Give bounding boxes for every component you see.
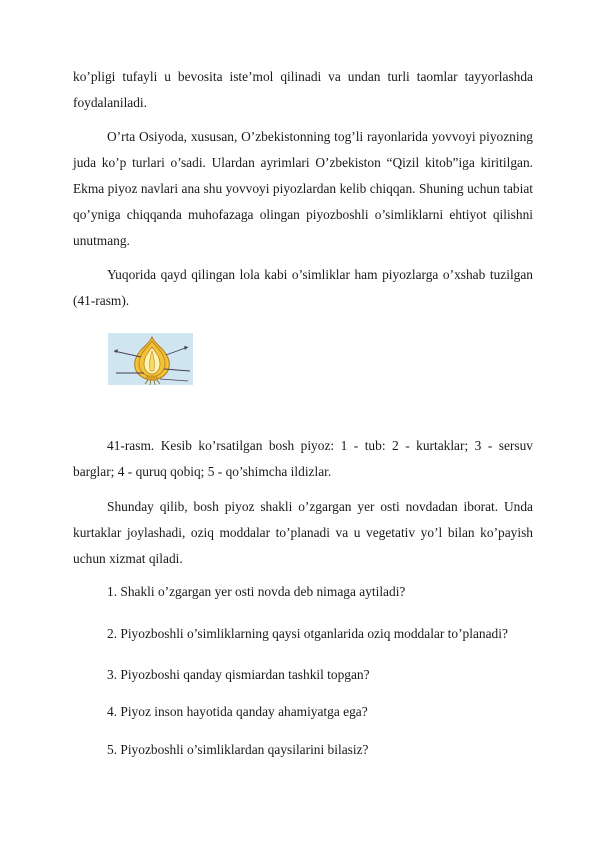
figure-caption: 41-rasm. Kesib ko’rsatilgan bosh piyoz: 1 - tub: 2 - kurtaklar; 3 - sersuv barglar; 4 - quruq qobiq; 5 - qo’shimcha ildizlar.	[73, 438, 533, 479]
question-item: 3. Piyozboshi qanday qismiardan tashkil topgan?	[107, 667, 370, 682]
question-item: 2. Piyozboshli o’simliklarning qaysi otganlarida oziq moddalar to’planadi?	[107, 626, 508, 641]
paragraph-continuation: ko’pligi tufayli u bevosita iste’mol qilinadi va undan turli taomlar tayyorlashda foydalaniladi.	[73, 69, 533, 110]
question-item: 4. Piyoz inson hayotida qanday ahamiyatga ega?	[107, 704, 368, 719]
onion-figure	[108, 333, 193, 385]
question-item: 5. Piyozboshli o’simliklardan qaysilarini bilasiz?	[107, 742, 369, 757]
paragraph-tulip: Yuqorida qayd qilingan lola kabi o’simliklar ham piyozlarga o’xshab tuzilgan (41-rasm).	[73, 267, 533, 308]
onion-cross-section-illustration	[108, 333, 193, 385]
question-item: 1. Shakli o’zgargan yer osti novda deb nimaga aytiladi?	[107, 584, 406, 599]
paragraph-central-asia: O’rta Osiyoda, xususan, O’zbekistonning tog’li rayonlarida yovvoyi piyozning juda ko’p turlari o’sadi. Ulardan ayrimlari O’zbekiston “Qizil kitob”iga kiritilgan. Ekma piyoz navlari ana shu yovvoyi piyozlardan kelib chiqqan. Shuning uchun tabiat qo’yniga chiqqanda muhofazaga olingan piyozboshli o’simliklarni ehtiyot qilishni unutmang.	[73, 129, 533, 248]
onion-base	[147, 376, 157, 380]
paragraph-conclusion: Shunday qilib, bosh piyoz shakli o’zgargan yer osti novdadan iborat. Unda kurtaklar joylashadi, oziq moddalar to’planadi va u vegetativ yo’l bilan ko’payish uchun xizmat qiladi.	[73, 499, 533, 566]
